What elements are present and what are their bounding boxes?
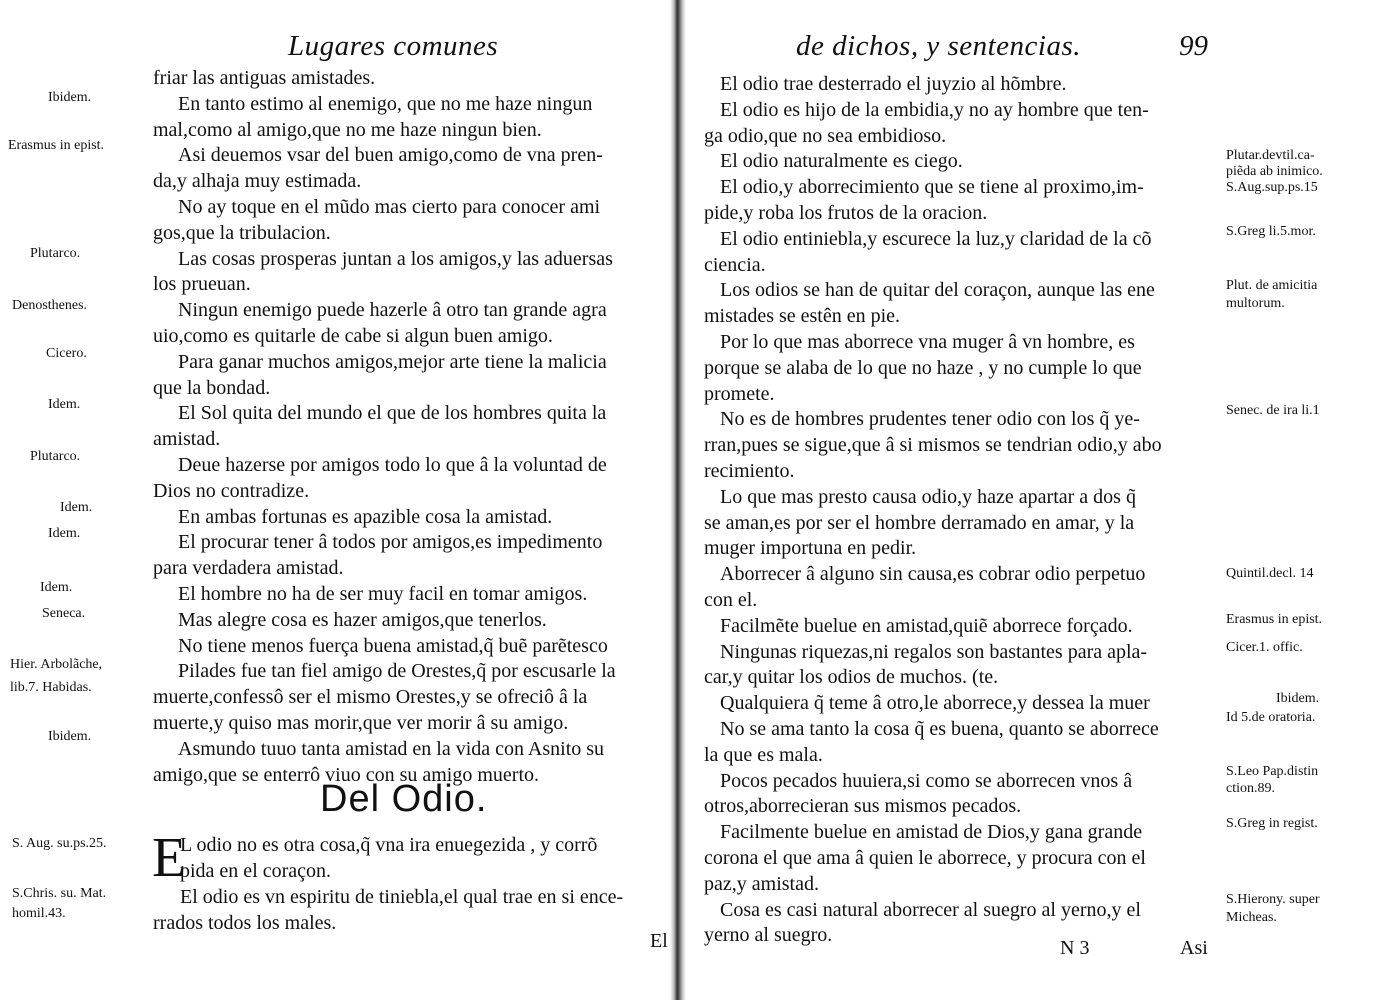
margin-note: Cicer.1. offic. <box>1226 640 1303 655</box>
text-line: amistad. <box>153 428 221 451</box>
text-line: rran,pues se sigue,que â si mismos se tendrian odio,y abo <box>704 434 1162 457</box>
text-line: otros,aborrecieran sus mismos pecados. <box>704 795 1022 818</box>
right-page <box>686 0 1376 1000</box>
margin-note: S.Greg li.5.mor. <box>1226 224 1316 239</box>
text-line: que la bondad. <box>153 376 271 399</box>
text-line: Mas alegre cosa es hazer amigos,que tenerlos. <box>178 608 547 631</box>
text-line: mistades se estên en pie. <box>704 305 901 328</box>
margin-note: S.Hierony. super <box>1226 892 1320 907</box>
text-line: El odio naturalmente es ciego. <box>720 150 963 173</box>
text-line: corona el que ama â quien le aborrece, y procura con el <box>704 847 1146 869</box>
margin-note: Cicero. <box>46 346 87 361</box>
margin-note: homil.43. <box>12 906 66 921</box>
margin-note: S.Chris. su. Mat. <box>12 886 107 901</box>
right-running-head: de dichos, y sentencias. <box>796 30 1082 62</box>
text-line: los prueuan. <box>153 273 251 296</box>
margin-note: S.Greg in regist. <box>1226 816 1318 831</box>
margin-note: Id 5.de oratoria. <box>1226 710 1316 725</box>
text-line: rrados todos los males. <box>153 912 337 934</box>
margin-note: Quintil.decl. 14 <box>1226 566 1314 581</box>
text-line: Lo que mas presto causa odio,y haze apartar a dos q̃ <box>720 485 1136 508</box>
text-line: da,y alhaja muy estimada. <box>153 170 362 193</box>
left-running-head: Lugares comunes <box>288 30 499 62</box>
text-line: No se ama tanto la cosa q̃ es buena, quanto se aborrece <box>720 718 1159 740</box>
margin-note: multorum. <box>1226 296 1285 311</box>
text-line: Qualquiera q̃ teme â otro,le aborrece,y dessea la muer <box>720 692 1150 715</box>
text-line: El odio trae desterrado el juyzio al hõmbre. <box>720 73 1067 95</box>
left-page <box>0 0 670 1000</box>
left-catchword: El <box>650 930 668 952</box>
text-line: yerno al suegro. <box>704 924 833 947</box>
margin-note: lib.7. Habidas. <box>10 680 92 695</box>
text-line: paz,y amistad. <box>704 872 819 895</box>
text-line: para verdadera amistad. <box>153 557 344 580</box>
margin-note: Ibidem. <box>1276 691 1320 706</box>
text-line: Ningun enemigo puede hazerle â otro tan grande agra <box>178 299 607 322</box>
margin-note: piẽda ab inimico. <box>1226 164 1323 179</box>
text-line: gos,que la tribulacion. <box>153 221 331 244</box>
text-line: Deue hazerse por amigos todo lo que â la voluntad de <box>178 454 607 476</box>
text-line: la que es mala. <box>704 743 823 766</box>
text-line: muerte,confessô ser el mismo Orestes,y se ofreciô â la <box>153 686 588 709</box>
drop-cap: E <box>152 827 187 889</box>
margin-note: S.Leo Pap.distin <box>1226 764 1319 779</box>
text-line: uio,como es quitarle de cabe si algun buen amigo. <box>153 325 553 347</box>
text-line: L odio no es otra cosa,q̃ vna ira enuegezida , y corrõ <box>180 834 598 856</box>
margin-note: Plutar.devtil.ca- <box>1226 148 1315 163</box>
text-line: Para ganar muchos amigos,mejor arte tiene la malicia <box>178 350 607 373</box>
text-line: El odio entiniebla,y escurece la luz,y claridad de la cõ <box>720 227 1152 250</box>
text-line: se aman,es por ser el hombre derramado en amar, y la <box>704 511 1135 534</box>
text-line: Cosa es casi natural aborrecer al suegro al yerno,y el <box>720 898 1141 921</box>
margin-note: Idem. <box>48 526 81 541</box>
margin-note: Ibidem. <box>48 90 92 105</box>
text-line: muerte,y quiso mas morir,que ver morir â su amigo. <box>153 712 569 734</box>
margin-note: Idem. <box>40 580 73 595</box>
text-line: promete. <box>704 382 775 405</box>
text-line: Dios no contradize. <box>153 479 310 502</box>
page-number: 99 <box>1179 30 1208 62</box>
margin-note: ction.89. <box>1226 781 1275 796</box>
text-line: ga odio,que no sea embidioso. <box>704 124 947 147</box>
text-line: En tanto estimo al enemigo, que no me haze ningun <box>178 92 593 115</box>
text-line: No tiene menos fuerça buena amistad,q̃ buẽ parẽtesco <box>178 634 608 657</box>
text-line: pide,y roba los frutos de la oracion. <box>704 202 988 224</box>
margin-note: Erasmus in epist. <box>8 138 105 153</box>
text-line: con el. <box>704 589 758 611</box>
text-line: pida en el coraçon. <box>180 860 332 882</box>
text-line: Ningunas riquezas,ni regalos son bastantes para apla- <box>720 640 1148 663</box>
margin-note: Denosthenes. <box>12 298 88 313</box>
text-line: friar las antiguas amistades. <box>153 67 376 89</box>
text-line: Facilmente buelue en amistad de Dios,y gana grande <box>720 821 1143 844</box>
right-catchword: Asi <box>1180 937 1208 959</box>
margin-note: Plutarco. <box>30 449 81 464</box>
text-line: No es de hombres prudentes tener odio con los q̃ ye- <box>720 408 1140 431</box>
text-line: muger importuna en pedir. <box>704 537 917 560</box>
text-line: Asi deuemos vsar del buen amigo,como de vna pren- <box>178 144 603 167</box>
text-line: car,y quitar los odios de muchos. (te. <box>704 666 999 689</box>
text-line: amigo,que se enterrô viuo con su amigo muerto. <box>153 763 540 786</box>
text-line: porque se alaba de lo que no haze , y no cumple lo que <box>704 356 1142 379</box>
text-line: El odio es vn espiritu de tiniebla,el qual trae en si ence- <box>180 886 624 908</box>
margin-note: Seneca. <box>42 606 86 621</box>
text-line: El procurar tener â todos por amigos,es impedimento <box>178 531 603 554</box>
text-line: Por lo que mas aborrece vna muger â vn hombre, es <box>720 331 1135 353</box>
margin-note: S. Aug. su.ps.25. <box>12 836 107 851</box>
text-line: Pilades fue tan fiel amigo de Orestes,q̃ por escusarle la <box>178 660 616 683</box>
signature-mark: N 3 <box>1060 937 1090 959</box>
margin-note: Plut. de amicitia <box>1226 278 1318 293</box>
margin-note: Erasmus in epist. <box>1226 612 1323 627</box>
margin-note: Micheas. <box>1226 910 1277 925</box>
text-line: recimiento. <box>704 460 795 482</box>
text-line: mal,como al amigo,que no me haze ningun bien. <box>153 118 542 141</box>
text-line: Asmundo tuuo tanta amistad en la vida con Asnito su <box>178 737 605 760</box>
section-title: Del Odio. <box>320 778 488 820</box>
margin-note: Idem. <box>48 397 81 412</box>
text-line: Pocos pecados huuiera,si como se aborrecen vnos â <box>720 769 1133 792</box>
text-line: Las cosas prosperas juntan a los amigos,y las aduersas <box>178 247 613 270</box>
margin-note: Ibidem. <box>48 729 92 744</box>
text-line: ciencia. <box>704 253 766 276</box>
text-line: Aborrecer â alguno sin causa,es cobrar odio perpetuo <box>720 563 1146 586</box>
margin-note: Idem. <box>60 500 93 515</box>
text-line: En ambas fortunas es apazible cosa la amistad. <box>178 505 553 528</box>
text-line: El hombre no ha de ser muy facil en tomar amigos. <box>178 583 588 605</box>
margin-note: Hier. Arbolãche, <box>10 657 103 672</box>
margin-note: S.Aug.sup.ps.15 <box>1226 180 1318 195</box>
text-line: No ay toque en el mũdo mas cierto para conocer ami <box>178 196 601 218</box>
text-line: El odio,y aborrecimiento que se tiene al proximo,im- <box>720 176 1144 199</box>
text-line: El odio es hijo de la embidia,y no ay hombre que ten- <box>720 98 1149 121</box>
text-line: El Sol quita del mundo el que de los hombres quita la <box>178 402 607 425</box>
margin-note: Plutarco. <box>30 246 81 261</box>
text-line: Los odios se han de quitar del coraçon, aunque las ene <box>720 279 1155 302</box>
book-gutter <box>670 0 686 1000</box>
text-line: Facilmẽte buelue en amistad,quiẽ aborrece forçado. <box>720 614 1133 637</box>
margin-note: Senec. de ira li.1 <box>1226 403 1320 418</box>
